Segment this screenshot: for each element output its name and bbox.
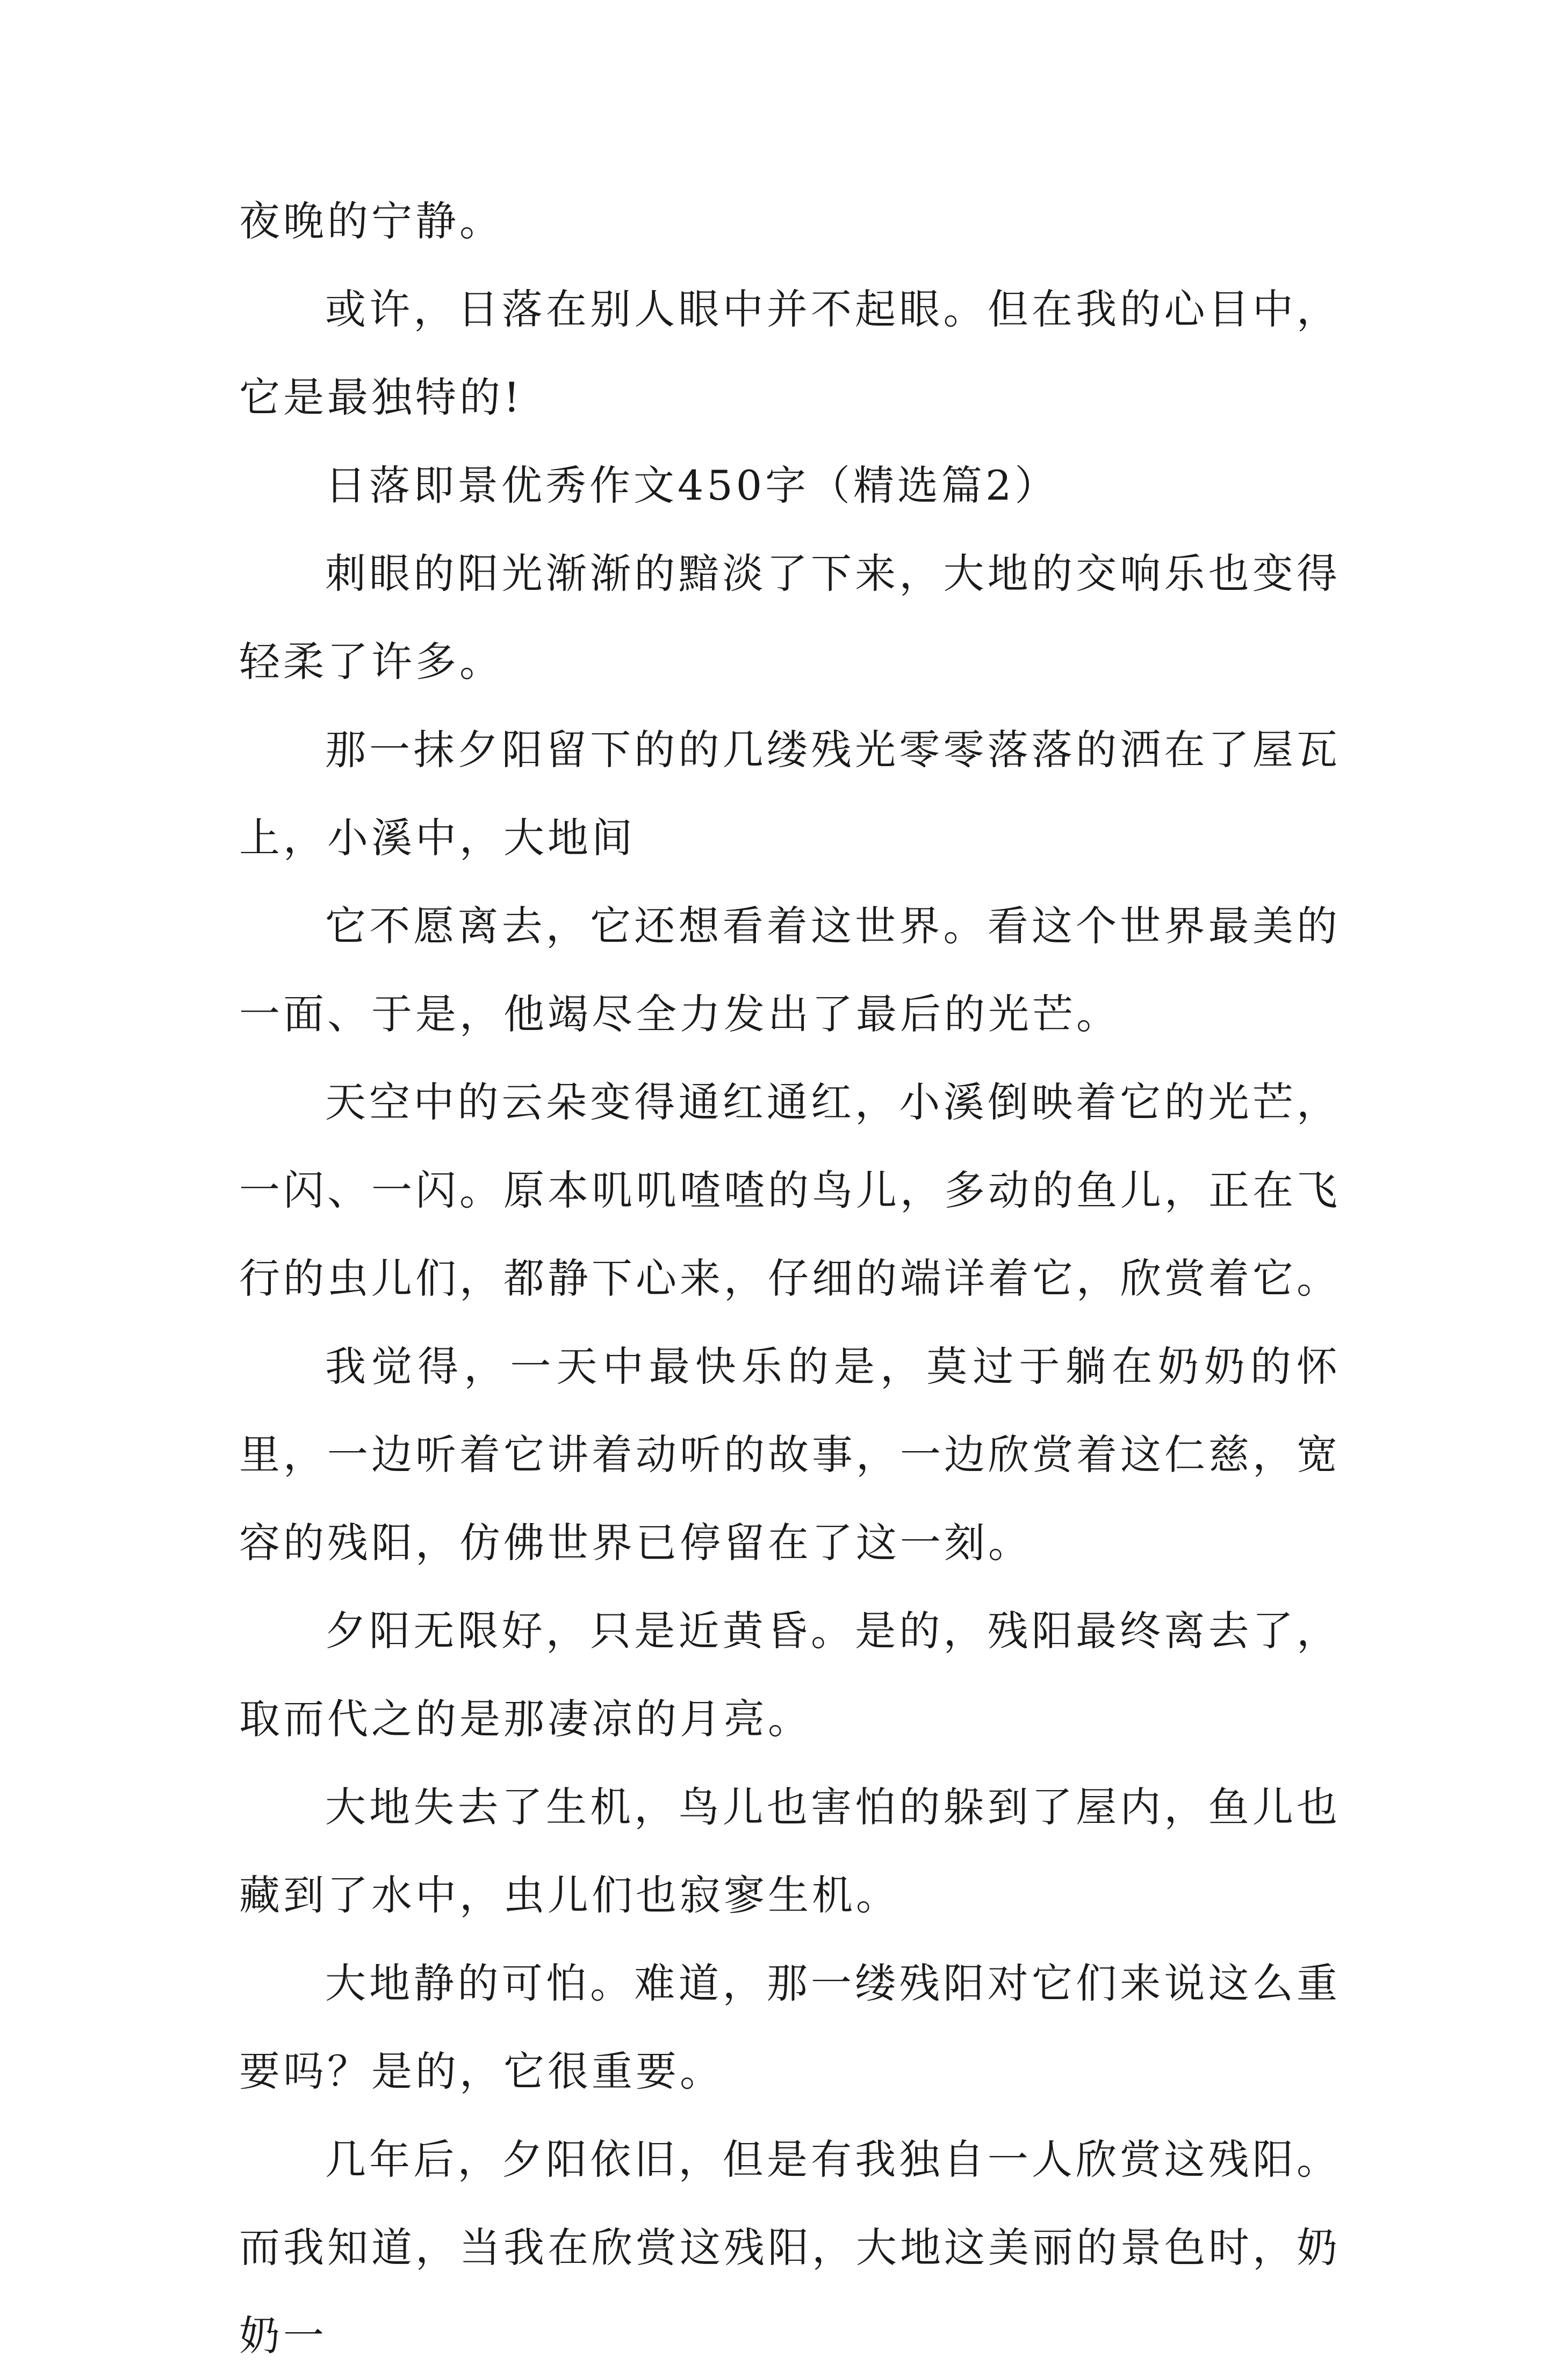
paragraph: 大地失去了生机，鸟儿也害怕的躲到了屋内，鱼儿也藏到了水中，虫儿们也寂寥生机。 (239, 1783, 1341, 1919)
paragraph: 大地静的可怕。难道，那一缕残阳对它们来说这么重要吗？是的，它很重要。 (239, 1959, 1341, 2095)
section-heading: 日落即景优秀作文450字（精选篇2） (325, 461, 1059, 509)
paragraph: 刺眼的阳光渐渐的黯淡了下来，大地的交响乐也变得轻柔了许多。 (239, 550, 1341, 686)
document-body (239, 177, 1341, 2380)
paragraph: 它不愿离去，它还想看着这世界。看这个世界最美的一面、于是，他竭尽全力发出了最后的光芒。 (239, 902, 1341, 1038)
paragraph: 几年后，夕阳依旧，但是有我独自一人欣赏这残阳。而我知道，当我在欣赏这残阳，大地这美丽的景色时，奶奶一 (239, 2136, 1341, 2360)
paragraph: 我觉得，一天中最快乐的是，莫过于躺在奶奶的怀里，一边听着它讲着动听的故事，一边欣赏着这仁慈，宽容的残阳，仿佛世界已停留在了这一刻。 (239, 1343, 1341, 1567)
paragraph: 天空中的云朵变得通红通红，小溪倒映着它的光芒，一闪、一闪。原本叽叽喳喳的鸟儿，多动的鱼儿，正在飞行的虫儿们，都静下心来，仔细的端详着它，欣赏着它。 (239, 1078, 1341, 1302)
paragraph: 夕阳无限好，只是近黄昏。是的，残阳最终离去了，取而代之的是那凄凉的月亮。 (239, 1607, 1341, 1743)
paragraph: 夜晚的宁静。 (239, 197, 503, 245)
paragraph: 或许，日落在别人眼中并不起眼。但在我的心目中，它是最独特的! (239, 285, 1341, 421)
paragraph: 那一抹夕阳留下的的几缕残光零零落落的洒在了屋瓦上，小溪中，大地间 (239, 726, 1341, 862)
